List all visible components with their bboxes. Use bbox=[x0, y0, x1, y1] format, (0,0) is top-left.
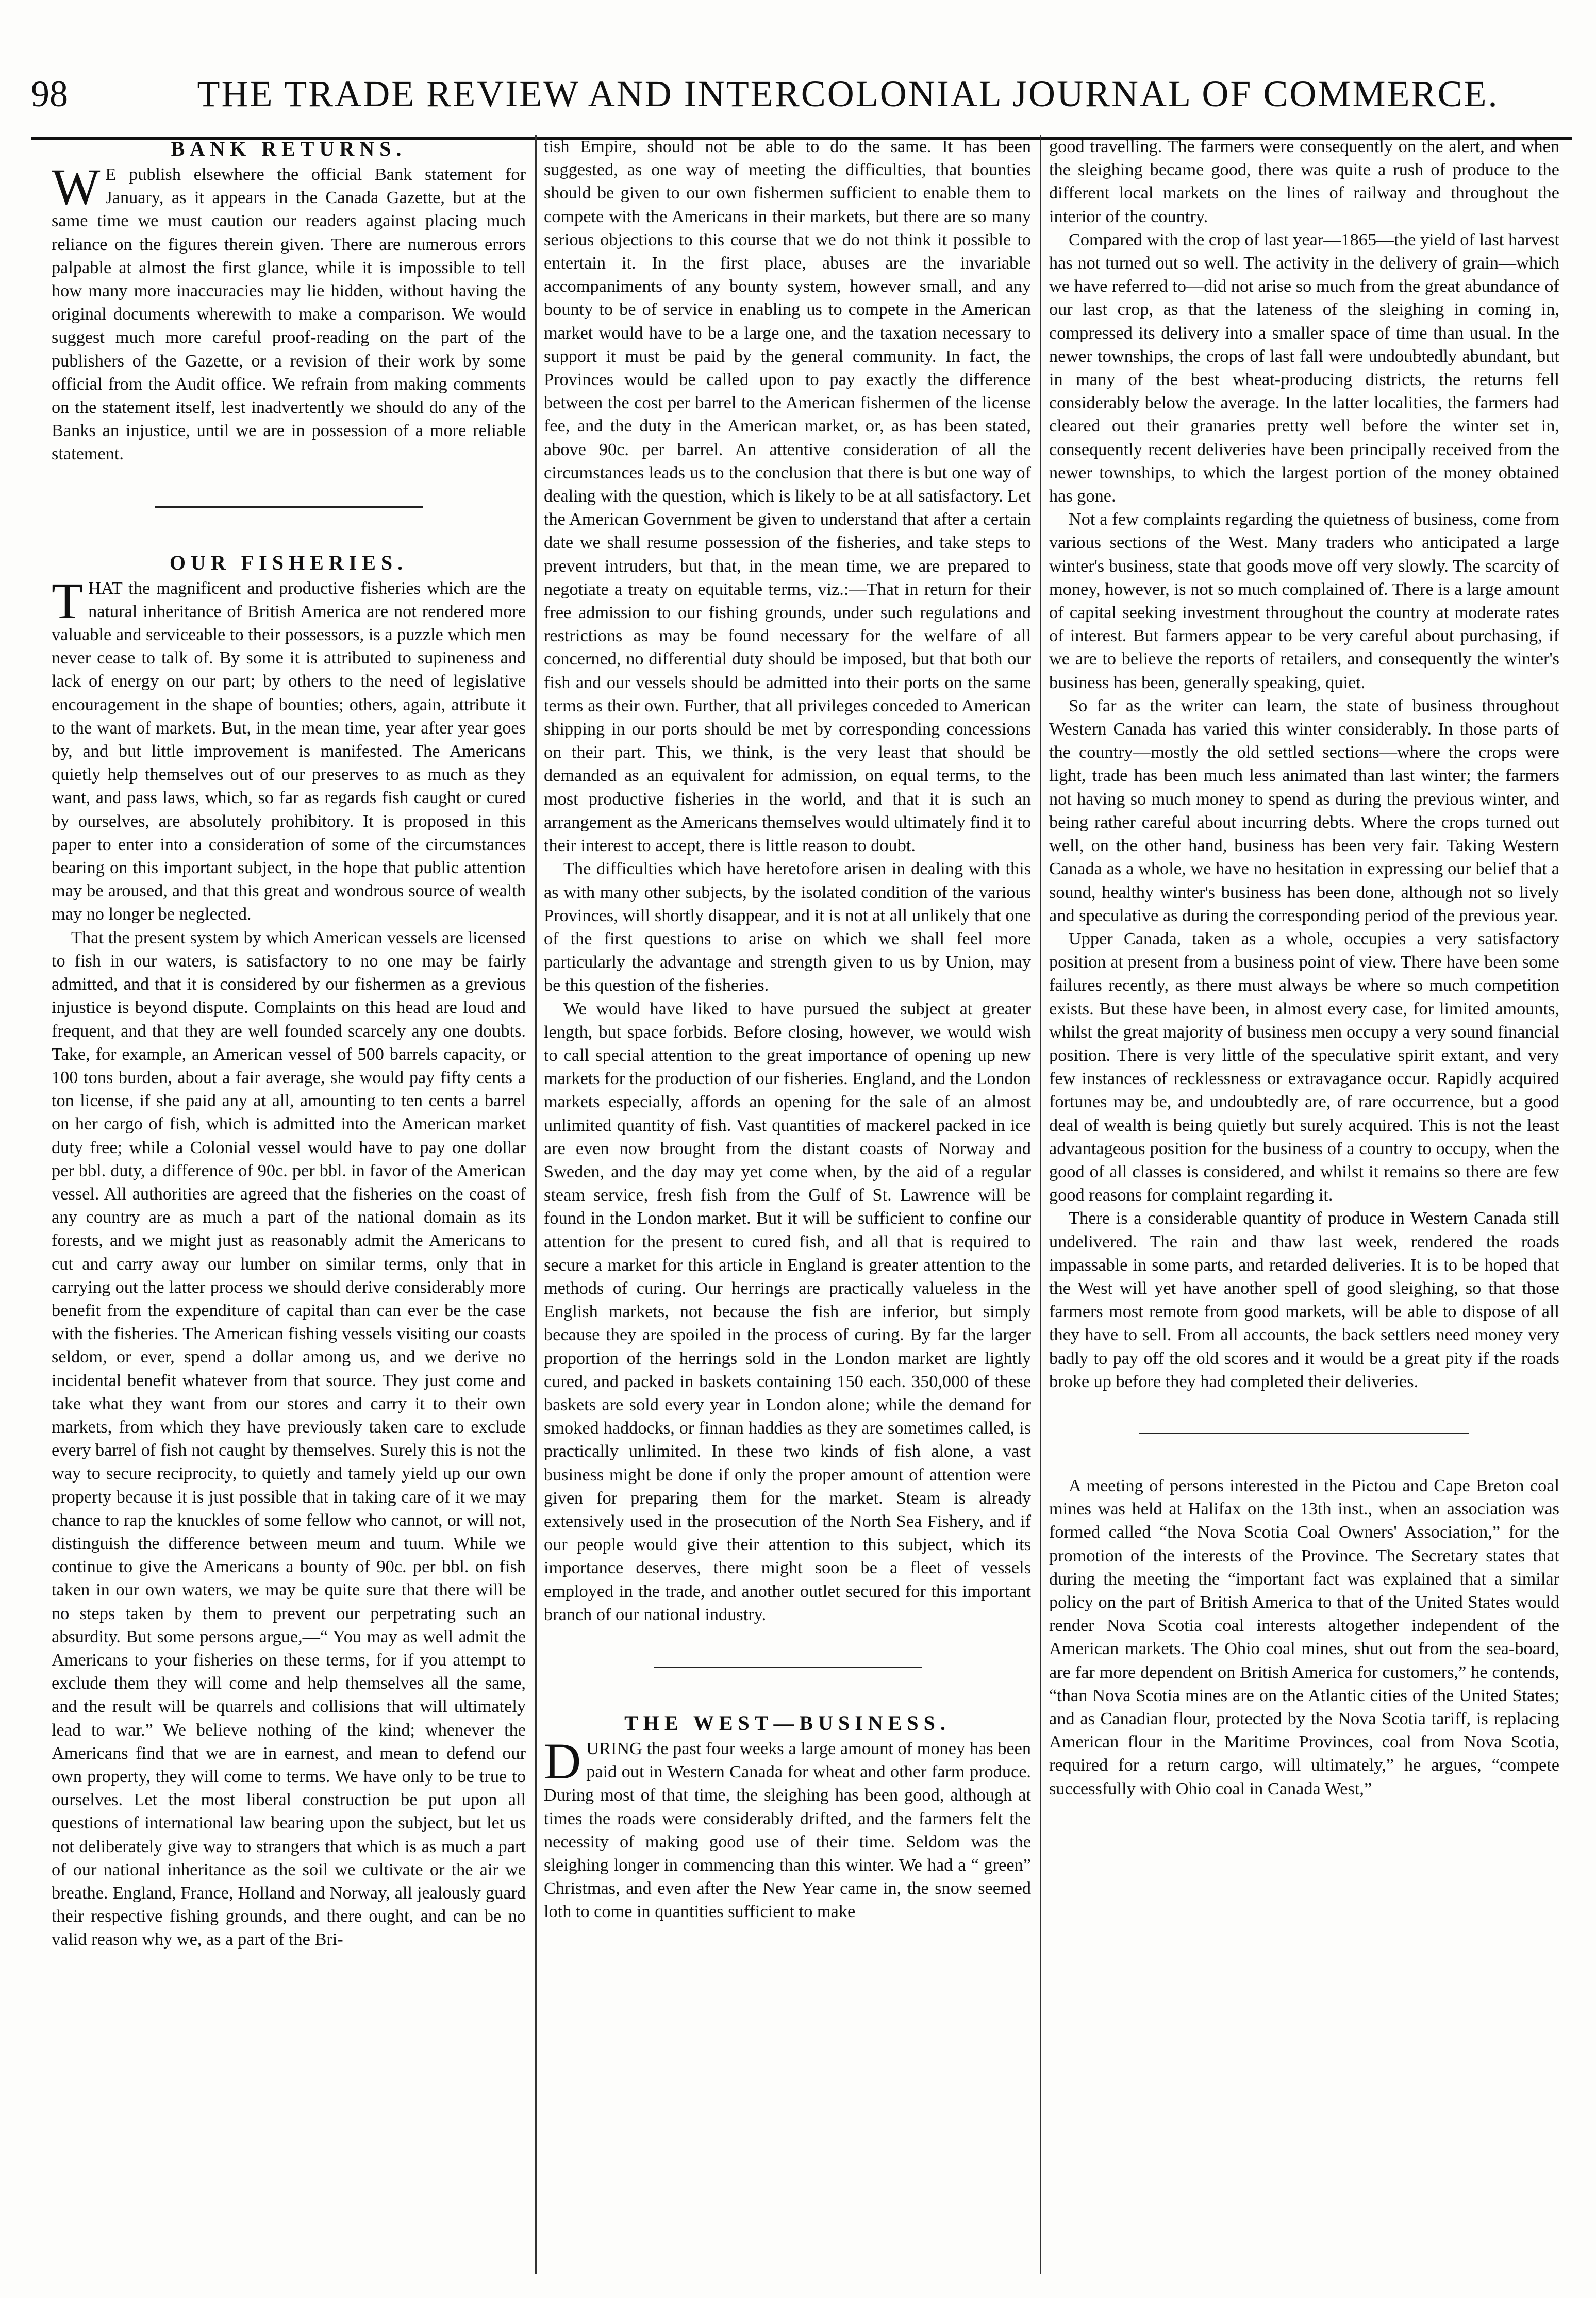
article-paragraph: That the present system by which American vessels are licensed to fish in our waters, is satisfactory to no one may be fairly admitted, and that it is considered by our fishermen as a grevious injustice is beyond dispute. Complaints on this head are loud and frequent, and that they are well founded scarcely any one doubts. Take, for example, an American vessel of 500 barrels capacity, or 100 tons burden, about a fair average, she would pay fifty cents a ton license, if she paid any at all, amounting to ten cents a barrel on her cargo of fish, which is admitted into the American market duty free; while a Colonial vessel would have to pay one dollar per bbl. duty, a difference of 90c. per bbl. in favor of the American vessel. All authorities are agreed that the fisheries on the coast of any country are as much a part of the national domain as its forests, and we might just as reasonably admit the Americans to cut and carry away our lumber on similar terms, only that in carrying out the latter process we should derive considerably more benefit from the expenditure of capital than can ever be the case with the fisheries. The American fishing vessels visiting our coasts seldom, or ever, spend a dollar among us, and we derive no incidental benefit whatever from that source. They just come and take what they want from our stores and carry it to their own markets, from which they have previously taken care to exclude every barrel of fish not caught by themselves. Surely this is not the way to secure reciprocity, to quietly and tamely yield up our own property because it is just possible that in taking care of it we may chance to rap the knuckles of some fellow who cannot, or will not, distinguish the difference between meum and tuum. While we continue to give the Americans a bounty of 90c. per bbl. on fish taken in our own waters, we may be quite sure that there will be no steps taken by them to prevent our perpetrating such an absurdity. But some persons argue,—“ You may as well admit the Americans to your fisheries on these terms, for if you attempt to exclude them they will come and help themselves all the same, and the result will be quarrels and collisions that will ultimately lead to war.” We believe nothing of the kind; whenever the Americans find that we are in earnest, and mean to defend our own property, they will come to terms. We have only to be true to ourselves. Let the most liberal construction be put upon all questions of international law bearing upon the subject, but let us not deliberately give way to strangers that which is as much a part of our national inheritance as the soil we cultivate or the air we breathe. England, France, Holland and Norway, all jealously guard their respective fishing grounds, and there ought, and can be no valid reason why we, as a part of the Bri- bbox=[52, 927, 526, 1950]
page-number: 98 bbox=[31, 73, 68, 114]
drop-cap: T bbox=[52, 572, 84, 629]
journal-title: THE TRADE REVIEW AND INTERCOLONIAL JOURNAL OF COMMERCE. bbox=[197, 73, 1499, 114]
bank-returns-article bbox=[52, 135, 526, 466]
article-paragraph: THAT the magnificent and productive fisheries which are the natural inheritance of British America are not rendered more valuable and serviceable to their possessors, is a puzzle which men never cease to talk of. By some it is attributed to supineness and lack of energy on our part; by others to the need of legislative encouragement in the shape of bounties; others, again, attribute it to the want of markets. But, in the mean time, year after year goes by, and but little improvement is manifested. The Americans quietly help themselves out of our preserves to as much as they want, and pass laws, which, so far as regards fish caught or cured by ourselves, are absolutely prohibitory. It is proposed in this paper to enter into a consideration of some of the circumstances bearing on this important subject, in the hope that public attention may be aroused, and that this great and wondrous source of wealth may no longer be neglected. bbox=[52, 572, 526, 924]
column-rule bbox=[535, 135, 537, 2274]
article-paragraph: Compared with the crop of last year—1865—the yield of last harvest has not turned out so well. The activity in the delivery of grain—which we have referred to—did not arise so much from the great abundance of our last crop, as that the lateness of the sleighing in coming in, compressed its delivery into a smaller space of time than usual. In the newer townships, the crops of last fall were undoubtedly abundant, but in many of the best wheat-producing districts, the returns fell considerably below the average. In the latter localities, the farmers had cleared out their granaries pretty well before the winter set in, consequently recent deliveries have been principally received from the newer townships, to which the largest portion of the money obtained has gone. bbox=[1049, 229, 1559, 506]
article-title: BANK RETURNS. bbox=[171, 137, 407, 160]
section-divider bbox=[654, 1667, 922, 1668]
section-divider bbox=[1139, 1433, 1469, 1434]
article-title: THE WEST—BUSINESS. bbox=[624, 1711, 951, 1735]
column-rule bbox=[1040, 135, 1041, 2274]
column-1 bbox=[52, 135, 526, 2274]
column-3 bbox=[1049, 135, 1559, 2274]
article-paragraph: DURING the past four weeks a large amount of money has been paid out in Western Canada for wheat and other farm produce. During most of that time, the sleighing has been good, although at times the roads were considerably drifted, and the farmers felt the necessity of making good use of their time. Seldom was the sleighing longer in commencing than this winter. We had a “ green” Christmas, and even after the New Year came in, the snow seemed loth to come in quantities sufficient to make bbox=[544, 1733, 1031, 1922]
coal-meeting-article bbox=[1049, 1474, 1559, 1801]
running-head bbox=[31, 60, 1572, 140]
article-paragraph: Not a few complaints regarding the quietness of business, come from various sections of the West. Many traders who anticipated a large winter's business, state that goods move off very slowly. The scarcity of money, however, is not so much complained of. There is a large amount of capital seeking investment throughout the country at moderate rates of interest. But farmers appear to be very careful about purchasing, if we are to believe the reports of retailers, and consequently the winter's business has been, generally speaking, quiet. bbox=[1049, 509, 1559, 692]
west-business-article-continued bbox=[1049, 135, 1559, 1393]
fisheries-article bbox=[52, 549, 526, 1952]
article-paragraph: A meeting of persons interested in the Pictou and Cape Breton coal mines was held at Halifax on the 13th inst., when an association was formed called “the Nova Scotia Coal Owners' Association,” for the promotion of the interests of the Province. The Secretary states that during the meeting the “important fact was explained that a similar policy on the part of British America to that of the United States would render Nova Scotia coal interests altogether independent of the American markets. The Ohio coal mines, shut out from the sea-board, are far more dependent on British America for customers,” he contends, “than Nova Scotia mines are on the Atlantic cities of the United States; and as Canadian flour, protected by the Nova Scotia tariff, is replacing American flour in the Maritime Provinces, coal from Nova Scotia, required for a return cargo, will ultimately,” he argues, “compete successfully with Ohio coal in Canada West,” bbox=[1049, 1475, 1559, 1799]
article-paragraph: Upper Canada, taken as a whole, occupies a very satisfactory position at present from a business point of view. There have been some failures recently, as there must always be where so much competition exists. But these have been, in almost every case, for limited amounts, whilst the great majority of business men occupy a very sound financial position. There is very little of the speculative spirit extant, and very few instances of recklessness or extravagance occur. Rapidly acquired fortunes may be, and undoubtedly are, of rare occurrence, but a good deal of wealth is being quietly but surely acquired. This is not the least advantageous position for the business of a country to occupy, when the good of all classes is considered, and whilst it remains so there are few good reasons for complaint regarding it. bbox=[1049, 928, 1559, 1205]
article-paragraph: good travelling. The farmers were consequently on the alert, and when the sleighing became good, there was quite a rush of produce to the different local markets on the lines of railway and throughout the interior of the country. bbox=[1049, 137, 1559, 226]
article-title: OUR FISHERIES. bbox=[169, 551, 408, 574]
west-business-article bbox=[544, 1709, 1031, 1924]
article-paragraph: We would have liked to have pursued the subject at greater length, but space forbids. Before closing, however, we would wish to call special attention to the great importance of opening up new markets for the production of our fisheries. England, and the London markets especially, affords an opening for the sale of an almost unlimited quantity of fish. Vast quantities of mackerel packed in ice are even now brought from the distant coasts of Norway and Sweden, and the day may yet come when, by the aid of a regular steam service, fresh fish from the Gulf of St. Lawrence will be found in the London market. But it will be sufficient to confine our attention for the present to cured fish, and all that is required to secure a market for this article in England is greater attention to the methods of curing. Our herrings are practically valueless in the English markets, not because the fish are inferior, but simply because they are spoiled in the process of curing. By far the larger proportion of the herrings sold in the London market are lightly cured, and packed in baskets containing 150 each. 350,000 of these baskets are sold every year in London alone; while the demand for smoked haddocks, or finnan haddies as they are sometimes called, is practically unlimited. In these two kinds of fish alone, a vast business might be done if only the proper amount of attention were given for preparing them for the market. Steam is already extensively used in the prosecution of the North Sea Fishery, and if our people would give their attention to this subject, which its importance deserves, there might soon be a fleet of vessels employed in the trade, and another outlet secured for this important branch of our national industry. bbox=[544, 998, 1031, 1624]
article-paragraph: So far as the writer can learn, the state of business throughout Western Canada has varied this winter considerably. In those parts of the country—mostly the old settled sections—where the crops were light, trade has been much less animated than last winter; the farmers not having so much money to spend as during the previous winter, and being rather careful about incurring debts. Where the crops turned out well, on the other hand, business has been very fair. Taking Western Canada as a whole, we have no hesitation in expressing our belief that a sound, healthy winter's business has been done, although not so lively and speculative as during the corresponding period of the previous year. bbox=[1049, 695, 1559, 925]
fisheries-article-continued bbox=[544, 135, 1031, 1626]
article-paragraph: There is a considerable quantity of produce in Western Canada still undelivered. The rain and thaw last week, rendered the roads impassable in some parts, and retarded deliveries. It is to be hoped that the West will yet have another spell of good sleighing, so that those farmers most remote from good markets, will be able to dispose of all they have to sell. From all accounts, the back settlers need money very badly to pay off the old scores and it would be a great pity if the roads broke up before they had completed their deliveries. bbox=[1049, 1208, 1559, 1391]
article-paragraph: tish Empire, should not be able to do the same. It has been suggested, as one way of meeting the difficulties, that bounties should be given to our own fishermen sufficient to enable them to compete with the Americans in their markets, but there are so many serious objections to this course that we do not think it possible to entertain it. In the first place, abuses are the invariable accompaniments of any bounty system, however small, and any bounty to be of service in enabling us to compete in the American market would have to be a large one, and the taxation necessary to support it must be paid by the general community. In fact, the Provinces would be called upon to pay exactly the difference between the cost per barrel to the American fishermen of the license fee, and the duty in the American market, or, as has been stated, above 90c. per barrel. An attentive consideration of all the circumstances leads us to the conclusion that there is but one way of dealing with the question, which is likely to be at all satisfactory. Let the American Government be given to understand that after a certain date we shall resume possession of the fisheries, and take steps to prevent intruders, but that, in the mean time, we are prepared to negotiate a treaty on equitable terms, viz.:—That in return for their free admission to our fishing grounds, under such regulations and restrictions as may be found necessary for the welfare of all concerned, no differential duty should be imposed, but that both our fish and our vessels should be admitted into their ports on the same terms as their own. Further, that all privileges conceded to American shipping in our ports should be met by corresponding concessions on their part. This, we think, is the very least that should be demanded as an equivalent for admission, on equal terms, to the most productive fisheries in the world, and that it is such an arrangement as the Americans themselves would ultimately find it to their interest to accept, there is little reason to doubt. bbox=[544, 137, 1031, 856]
drop-cap: W bbox=[52, 158, 101, 215]
article-paragraph: W E publish elsewhere the official Bank statement for January, as it appears in the Canada Gazette, but at the same time we must caution our readers against placing much reliance on the figures therein given. There are numerous errors palpable at almost the first glance, while it is impossible to tell how many more inaccuracies may lie hidden, without having the original documents wherewith to make a comparison. We would suggest much more careful proof-reading on the part of the publishers of the Gazette, or a revision of their work by some official from the Audit office. We refrain from making comments on the statement itself, lest inadvertently we should do any of the Banks an injustice, until we are in possession of a more reliable statement. bbox=[52, 158, 526, 464]
drop-cap: D bbox=[544, 1733, 581, 1790]
article-paragraph: The difficulties which have heretofore arisen in dealing with this as with many other subjects, by the isolated condition of the various Provinces, will shortly disappear, and it is not at all unlikely that one of the first questions to arise on which we shall feel more particularly the advantage and strength given to us by Union, may be this question of the fisheries. bbox=[544, 859, 1031, 995]
section-divider bbox=[155, 506, 423, 508]
column-2 bbox=[544, 135, 1031, 2274]
